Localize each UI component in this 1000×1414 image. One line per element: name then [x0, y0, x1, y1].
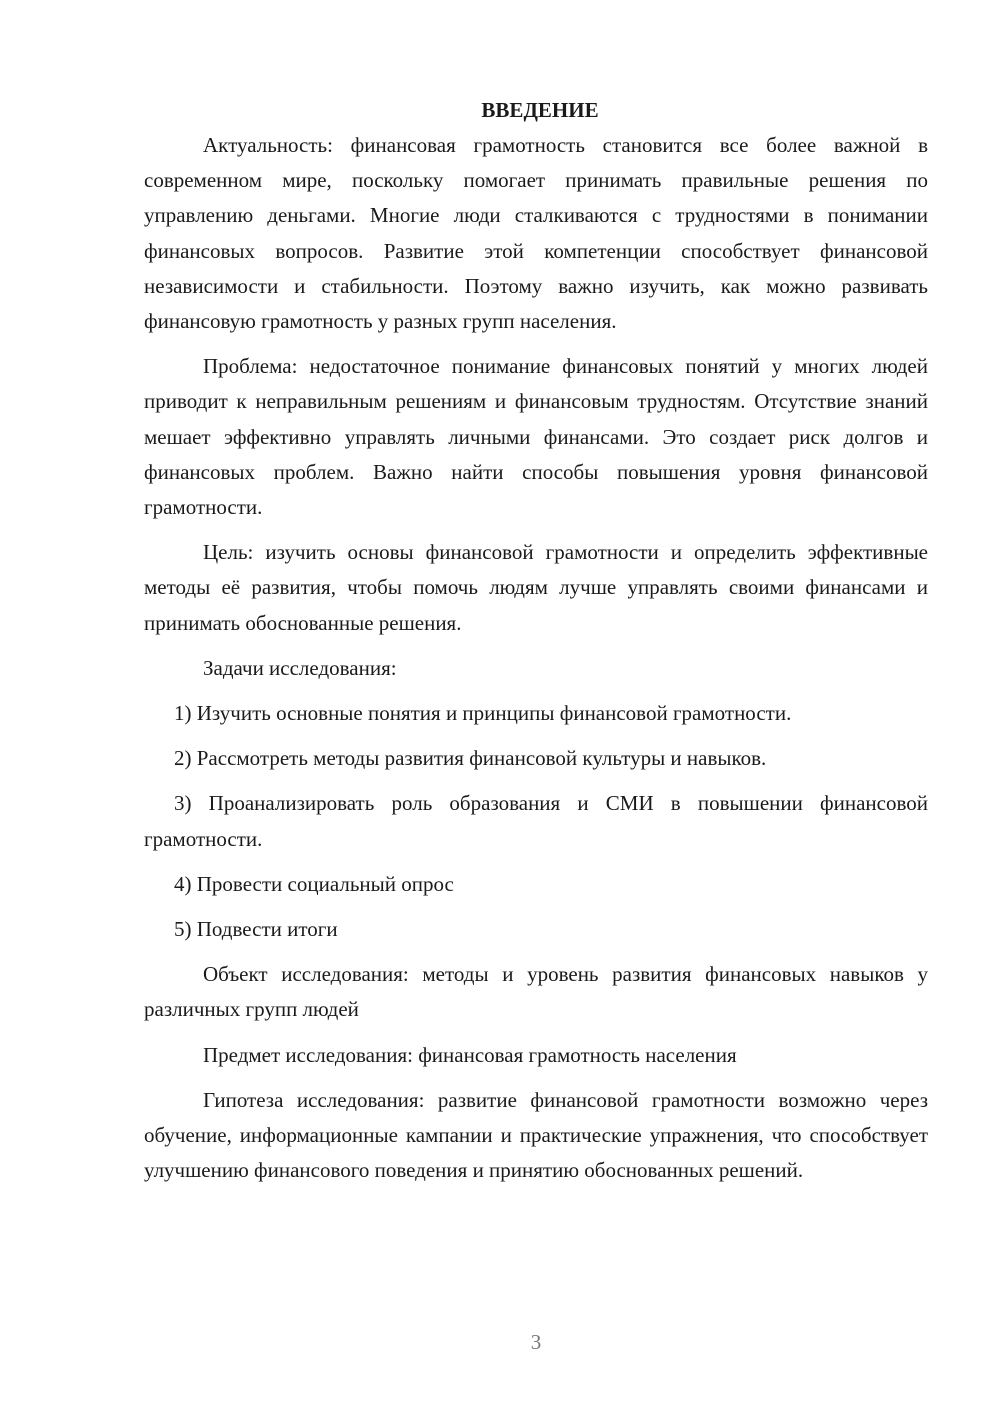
document-page — [144, 92, 928, 1198]
section-title: ВВЕДЕНИЕ — [481, 98, 599, 122]
task-item-3: 3) Проанализировать роль образования и СМИ в повышении финансовой грамотности. — [144, 791, 928, 851]
paragraph-relevance: Актуальность: финансовая грамотность становится все более важной в современном мире, поскольку помогает принимать правильные решения по управлению деньгами. Многие люди сталкиваются с трудностями в понимании финансовых вопросов. Развитие этой компетенции способствует финансовой независимости и стабильности. Поэтому важно изучить, как можно развивать финансовую грамотность у разных групп населения. — [144, 133, 928, 334]
paragraph-goal: Цель: изучить основы финансовой грамотности и определить эффективные методы её развития, чтобы помочь людям лучше управлять своими финансами и принимать обоснованные решения. — [144, 540, 928, 635]
paragraph-object: Объект исследования: методы и уровень развития финансовых навыков у различных групп людей — [144, 962, 928, 1022]
task-item-1: 1) Изучить основные понятия и принципы финансовой грамотности. — [174, 701, 792, 726]
task-item-5: 5) Подвести итоги — [174, 917, 338, 942]
paragraph-hypothesis: Гипотеза исследования: развитие финансовой грамотности возможно через обучение, информационные кампании и практические упражнения, что способствует улучшению финансового поведения и принятию обоснованных решений. — [144, 1087, 928, 1183]
task-item-4: 4) Провести социальный опрос — [174, 871, 454, 896]
paragraph-problem: Проблема: недостаточное понимание финансовых понятий у многих людей приводит к неправильным решениям и финансовым трудностям. Отсутствие знаний мешает эффективно управлять личными финансами. Это создает риск долгов и финансовых проблем. Важно найти способы повышения уровня финансовой грамотности. — [144, 354, 928, 520]
paragraph-tasks-heading: Задачи исследования: — [203, 655, 397, 680]
page-number: 3 — [530, 1330, 542, 1354]
paragraph-subject: Предмет исследования: финансовая грамотность населения — [203, 1042, 737, 1067]
task-item-2: 2) Рассмотреть методы развития финансовой культуры и навыков. — [174, 746, 767, 771]
